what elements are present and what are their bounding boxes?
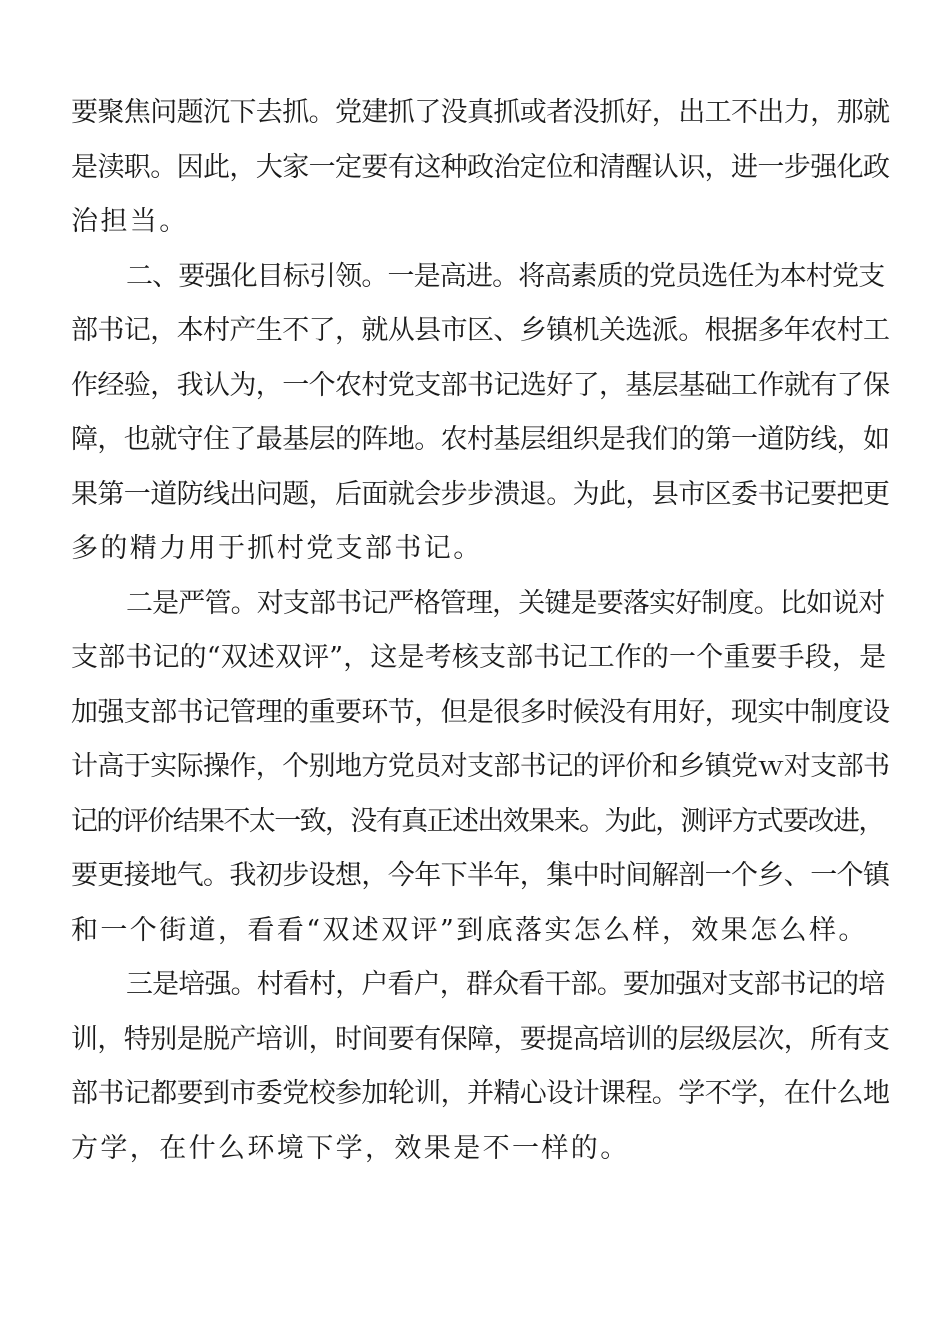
text-line: 记的评价结果不太一致，没有真正述出效果来。为此，测评方式要改进， bbox=[71, 805, 884, 837]
text-line: 多的精力用于抓村党支部书记。 bbox=[71, 533, 483, 564]
document-body bbox=[71, 86, 891, 1176]
text-line: 二是严管。对支部书记严格管理，关键是要落实好制度。比如说对 bbox=[126, 587, 885, 619]
text-line: 支部书记的“双述双评”，这是考核支部书记工作的一个重要手段，是 bbox=[71, 642, 887, 673]
text-line: 果第一道防线出问题，后面就会步步溃退。为此，县市区委书记要把更 bbox=[71, 478, 890, 510]
text-line: 计高于实际操作，个别地方党员对支部书记的评价和乡镇党ｗ对支部书 bbox=[71, 751, 890, 782]
text-line: 治担当。 bbox=[71, 206, 189, 237]
text-line: 方学，在什么环境下学，效果是不一样的。 bbox=[71, 1132, 630, 1164]
text-line: 三是培强。村看村，户看户，群众看干部。要加强对支部书记的培 bbox=[126, 969, 885, 1000]
text-line: 是渎职。因此，大家一定要有这种政治定位和清醒认识，进一步强化政 bbox=[71, 151, 890, 183]
text-line: 要更接地气。我初步设想，今年下半年，集中时间解剖一个乡、一个镇 bbox=[71, 860, 890, 891]
text-line: 训，特别是脱产培训，时间要有保障，要提高培训的层级层次，所有支 bbox=[71, 1023, 890, 1055]
text-line: 部书记，本村产生不了，就从县市区、乡镇机关选派。根据多年农村工 bbox=[71, 315, 890, 346]
text-line: 障，也就守住了最基层的阵地。农村基层组织是我们的第一道防线，如 bbox=[71, 424, 890, 455]
text-line: 二、要强化目标引领。一是高进。将高素质的党员选任为本村党支 bbox=[126, 260, 885, 292]
text-line: 要聚焦问题沉下去抓。党建抓了没真抓或者没抓好，出工不出力，那就 bbox=[71, 97, 890, 128]
text-line: 和一个街道，看看“双述双评”到底落实怎么样，效果怎么样。 bbox=[71, 914, 868, 946]
text-line: 部书记都要到市委党校参加轮训，并精心设计课程。学不学，在什么地 bbox=[71, 1078, 890, 1109]
text-line: 加强支部书记管理的重要环节，但是很多时候没有用好，现实中制度设 bbox=[71, 696, 890, 728]
text-line: 作经验，我认为，一个农村党支部书记选好了，基层基础工作就有了保 bbox=[71, 369, 890, 401]
